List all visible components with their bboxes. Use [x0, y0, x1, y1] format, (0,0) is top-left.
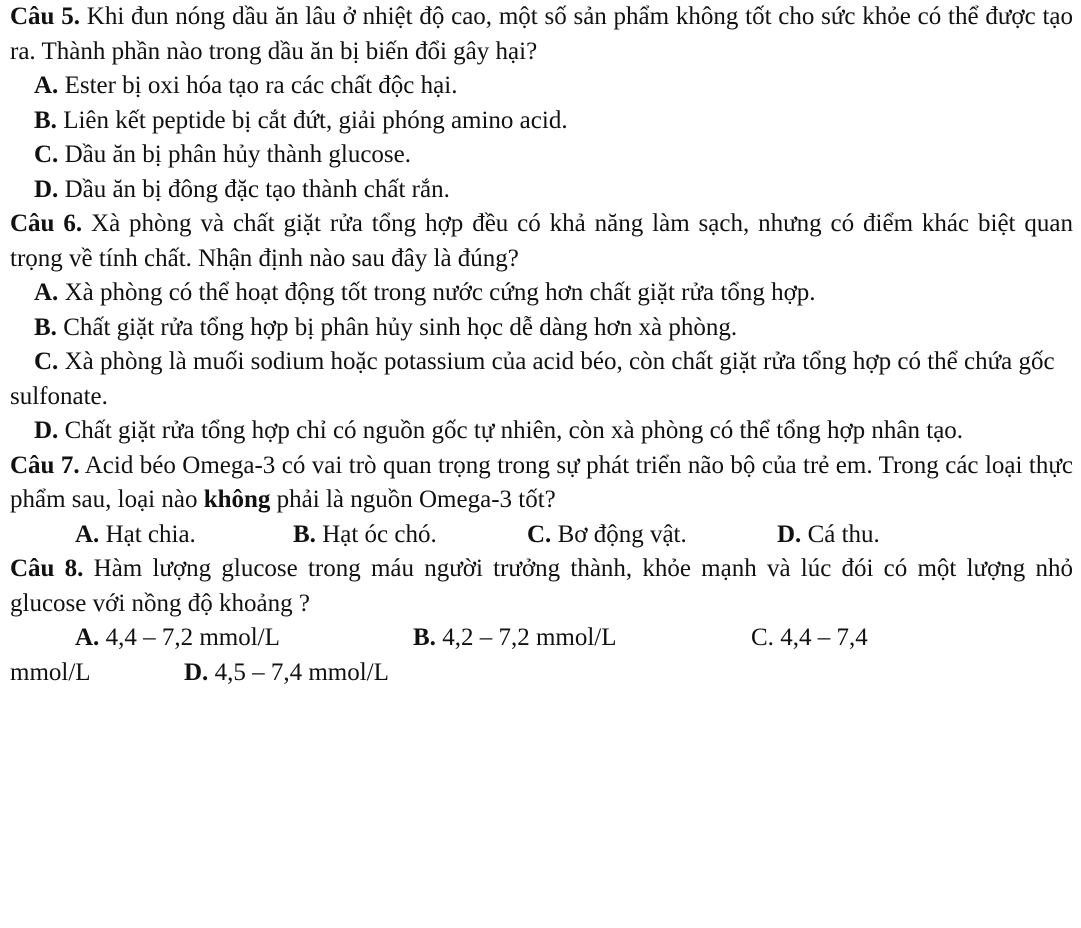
option-letter: D.	[34, 175, 59, 203]
option-c	[10, 345, 1073, 414]
option-b	[293, 518, 527, 553]
option-text: Hạt chia.	[105, 520, 196, 548]
question-text: Xà phòng và chất giặt rửa tổng hợp đều có khả năng làm sạch, nhưng có điểm khác biệt quan trọng về tính chất. Nhận định nào sau đây là đúng?	[10, 210, 1074, 272]
option-a	[10, 276, 1073, 311]
option-b	[10, 104, 1073, 139]
option-text: Chất giặt rửa tổng hợp bị phân hủy sinh học dễ dàng hơn xà phòng.	[63, 313, 738, 341]
option-text: Chất giặt rửa tổng hợp chỉ có nguồn gốc tự nhiên, còn xà phòng có thể tổng hợp nhân tạo.	[64, 417, 964, 444]
option-text: 4,4 – 7,2 mmol/L	[105, 624, 280, 651]
option-letter: C.	[34, 348, 59, 375]
option-text: Bơ động vật.	[557, 520, 687, 548]
option-d	[184, 659, 389, 686]
question-text: Acid béo Omega-3 có vai trò quan trọng trong sự phát triển não bộ của trẻ em. Trong các loại thực phẩm sau, loại nào	[10, 451, 1073, 513]
question-label: Câu 6.	[10, 210, 83, 237]
option-letter: B.	[34, 313, 57, 341]
question-7	[10, 449, 1073, 518]
option-d	[777, 518, 997, 553]
options-row	[10, 621, 1073, 656]
option-letter: D.	[34, 417, 59, 444]
option-d	[10, 414, 1073, 449]
option-d	[10, 173, 1073, 208]
option-letter: B.	[413, 624, 436, 651]
option-text: Xà phòng có thể hoạt động tốt trong nước cứng hơn chất giặt rửa tổng hợp.	[64, 279, 816, 306]
option-b	[10, 311, 1073, 346]
options-row	[10, 518, 1073, 553]
question-text: Khi đun nóng dầu ăn lâu ở nhiệt độ cao, một số sản phẩm không tốt cho sức khỏe có thể được tạo ra. Thành phần nào trong dầu ăn bị biến đổi gây hại?	[10, 3, 1074, 65]
option-text: 4,2 – 7,2 mmol/L	[442, 624, 617, 651]
option-text: Hạt óc chó.	[322, 520, 437, 548]
option-c	[10, 138, 1073, 173]
question-label: Câu 5.	[10, 3, 80, 30]
option-text: 4,4 – 7,4	[780, 624, 868, 651]
option-letter: B.	[34, 106, 57, 134]
option-letter: C.	[751, 624, 774, 651]
option-a	[75, 621, 413, 656]
question-5	[10, 0, 1073, 69]
option-text: 4,5 – 7,4 mmol/L	[214, 658, 389, 686]
option-letter: D.	[184, 658, 209, 686]
option-b	[413, 621, 751, 656]
question-label: Câu 7.	[10, 451, 80, 479]
option-letter: A.	[34, 279, 59, 306]
option-letter: C.	[34, 141, 59, 168]
option-text: Liên kết peptide bị cắt đứt, giải phóng amino acid.	[63, 106, 568, 134]
question-8	[10, 552, 1073, 621]
option-text: Xà phòng là muối sodium hoặc potassium của acid béo, còn chất giặt rửa tổng hợp có thể chứa gốc sulfonate.	[10, 348, 1055, 410]
question-label: Câu 8.	[10, 555, 84, 582]
option-a	[10, 69, 1073, 104]
option-c	[527, 518, 777, 553]
option-c	[751, 621, 868, 656]
question-6	[10, 207, 1073, 276]
option-letter: A.	[75, 520, 100, 548]
option-text: Dầu ăn bị đông đặc tạo thành chất rắn.	[64, 175, 450, 203]
option-text: Ester bị oxi hóa tạo ra các chất độc hại.	[64, 72, 458, 99]
exam-page	[10, 0, 1073, 928]
option-a	[75, 518, 293, 553]
option-c-continued: mmol/L	[10, 658, 91, 686]
option-text: Cá thu.	[807, 520, 880, 548]
options-row-continued	[10, 656, 1073, 691]
question-text-end: phải là nguồn Omega-3 tốt?	[276, 486, 556, 513]
option-letter: C.	[527, 520, 552, 548]
question-text: Hàm lượng glucose trong máu người trưởng thành, khỏe mạnh và lúc đói có một lượng nhỏ glucose với nồng độ khoảng ?	[10, 555, 1073, 617]
option-letter: A.	[34, 72, 59, 99]
option-letter: B.	[293, 520, 316, 548]
question-emphasis: không	[203, 486, 271, 513]
option-letter: A.	[75, 624, 100, 651]
option-letter: D.	[777, 520, 802, 548]
option-text: Dầu ăn bị phân hủy thành glucose.	[64, 141, 412, 168]
